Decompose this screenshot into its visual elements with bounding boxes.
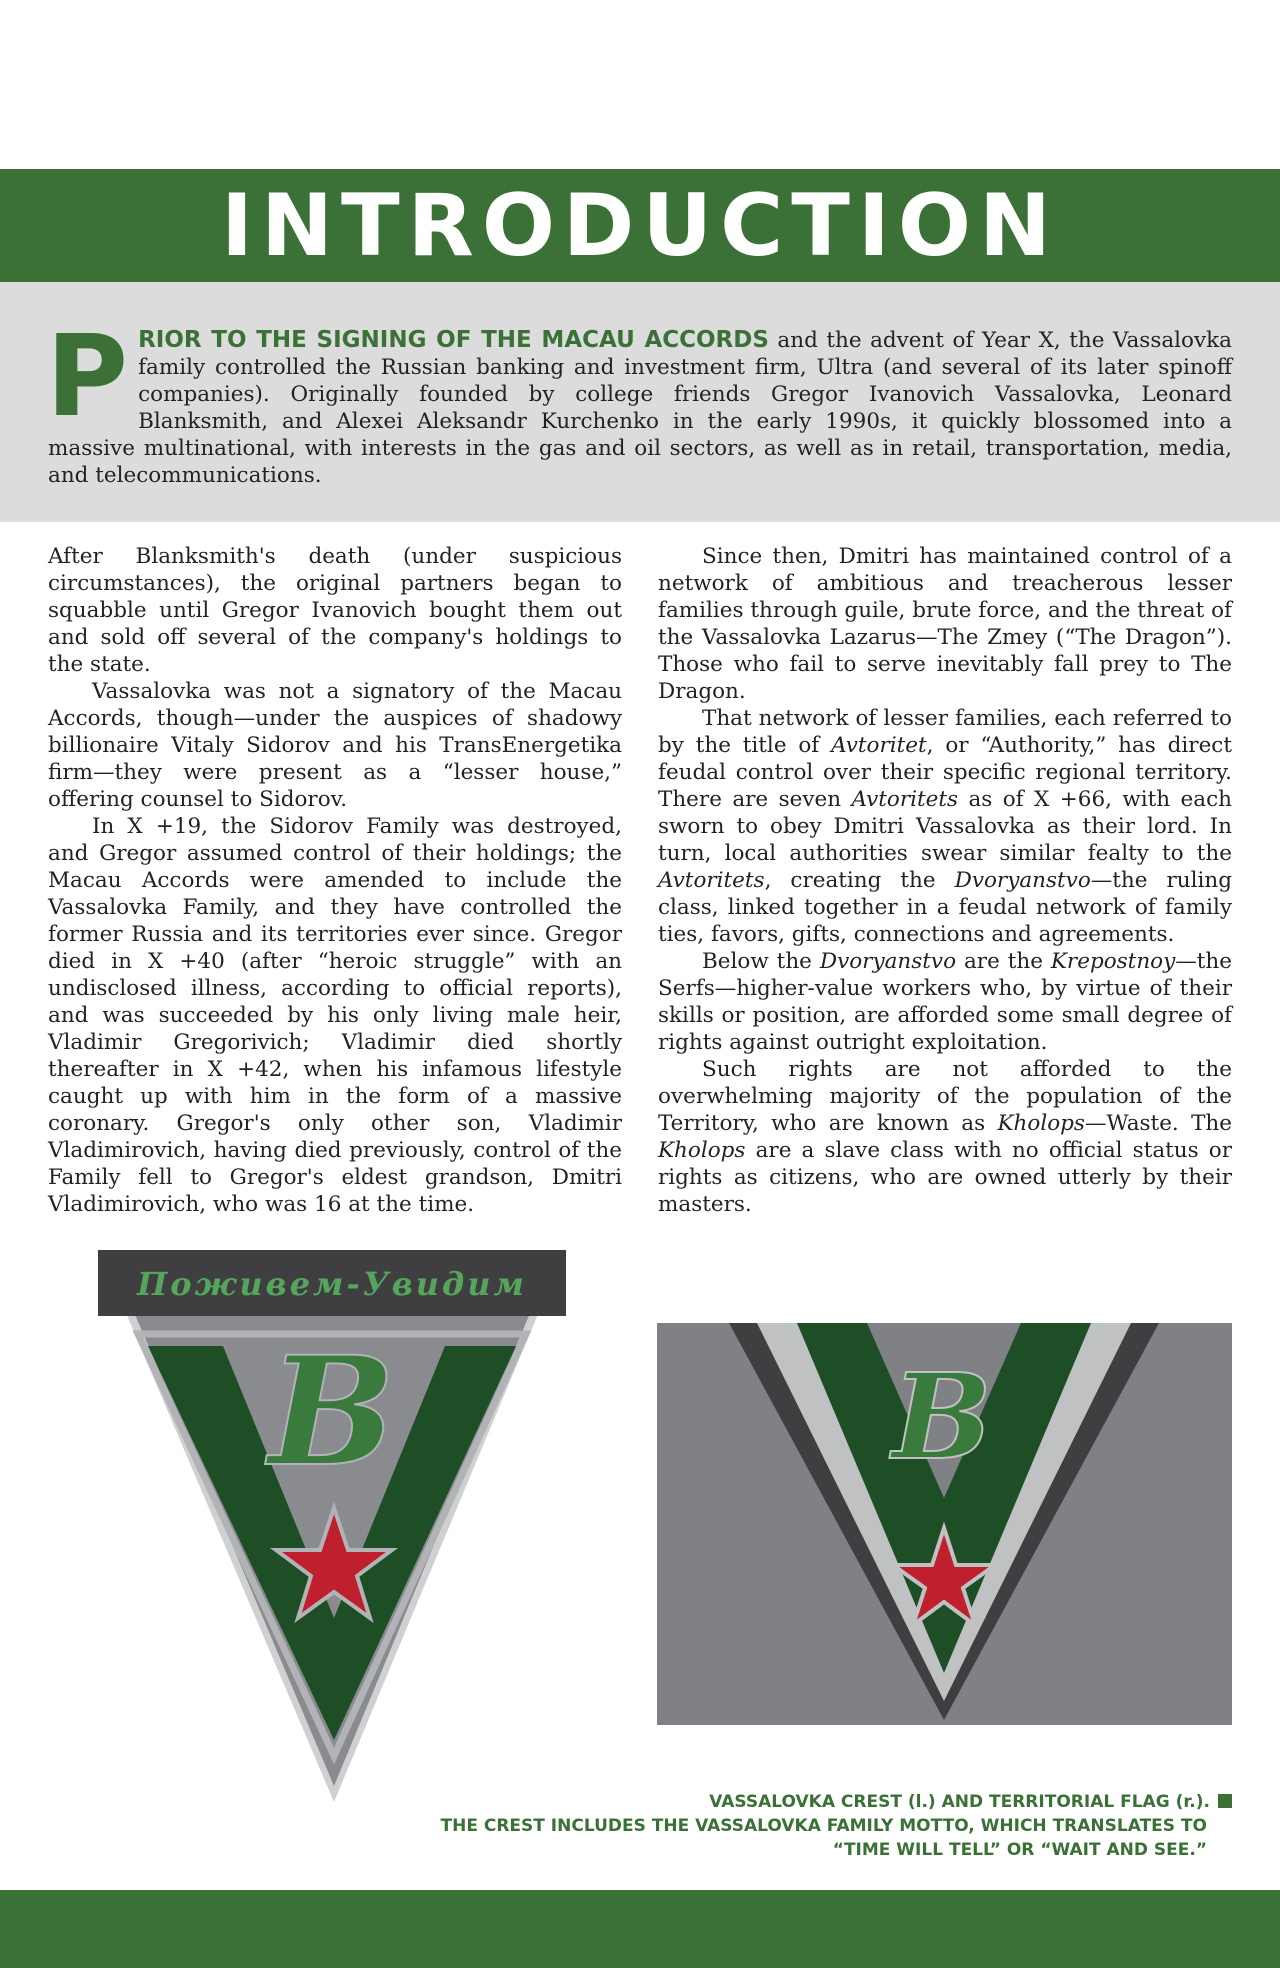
figure-caption — [332, 1790, 1232, 1862]
left-column — [48, 543, 622, 1218]
page-title: INTRODUCTION — [220, 175, 1060, 276]
flag-monogram: В — [892, 1347, 992, 1486]
term: Avtoritets — [851, 787, 959, 812]
term: Avtoritet — [831, 733, 927, 758]
crest-motto: Поживем-Увидим — [137, 1265, 527, 1303]
paragraph: Below the Dvoryanstvo are the Krepostnoy—the Serfs—higher-value workers who, by virtue of their skills or position, are afforded some small degree of rights against outright exploitation. — [658, 949, 1232, 1055]
caption-line: THE CREST INCLUDES THE VASSALOVKA FAMILY MOTTO, WHICH TRANSLATES TO — [440, 1816, 1207, 1836]
territorial-flag-icon — [657, 1323, 1232, 1725]
paragraph: Since then, Dmitri has maintained control of a network of ambitious and treacherous lesser families through guile, brute force, and the threat of the Vassalovka Lazarus—The Zmey (“The Dragon”). Those who fail to serve inevitably fall prey to The Dragon. — [658, 544, 1232, 704]
term: Dvoryanstvo — [954, 868, 1091, 893]
paragraph: After Blanksmith's death (under suspicious circumstances), the original partners began to squabble until Gregor Ivanovich bought them out and sold off several of the company's holdings to the state. — [48, 544, 622, 677]
caption-line: “TIME WILL TELL” OR “WAIT AND SEE.” — [832, 1840, 1207, 1860]
term: Krepostnoy — [1050, 949, 1176, 974]
term: Dvoryanstvo — [819, 949, 957, 974]
paragraph: In X +19, the Sidorov Family was destroyed, and Gregor assumed control of their holdings; the Macau Accords were amended to include the Vassalovka Family, and they have controlled the former Russia and its territories ever since. Gregor died in X +40 (after “heroic struggle” with an undisclosed illness, according to official reports), and was succeeded by his only living male heir, Vladimir Gregorivich; Vladimir died shortly thereafter in X +42, when his infamous lifestyle caught up with him in the form of a massive coronary. Gregor's only other son, Vladimir Vladimirovich, having died previously, control of the Family fell to Gregor's eldest grandson, Dmitri Vladimirovich, who was 16 at the time. — [48, 814, 622, 1217]
square-bullet-icon — [1218, 1794, 1232, 1808]
right-column — [658, 543, 1232, 1218]
caption-line: VASSALOVKA CREST (l.) AND TERRITORIAL FLAG (r.). — [332, 1790, 1232, 1814]
intro-body: and the advent of Year X, the Vassalovka family controlled the Russian banking and investment firm, Ultra (and several of its later spinoff companies). Originally founded by college friends Gregor Ivanovich Vassalovka, Leonard Blanksmith, and Alexei Aleksandr Kurchenko in the early 1990s, it quickly blossomed into a massive multinational, with interests in the gas and oil sectors, as well as in retail, transportation, media, and telecommunications. — [48, 328, 1232, 488]
term: Avtoritets — [658, 868, 765, 893]
intro-box — [0, 282, 1280, 522]
intro-lead: RIOR TO THE SIGNING OF THE MACAU ACCORDS — [138, 327, 769, 353]
drop-cap: P — [46, 312, 129, 442]
crest-monogram: В — [268, 1324, 396, 1500]
term: Kholops — [658, 1138, 746, 1163]
intro-paragraph — [46, 312, 1232, 489]
footer-bar — [0, 1890, 1280, 1968]
paragraph: Vassalovka was not a signatory of the Macau Accords, though—under the auspices of shadowy billionaire Vitaly Sidorov and his TransEnergetika firm—they were present as a “lesser house,” offering counsel to Sidorov. — [48, 679, 622, 812]
term: Kholops — [997, 1111, 1085, 1136]
paragraph: That network of lesser families, each referred to by the title of Avtoritet, or “Authority,” has direct feudal control over their specific regional territory. There are seven Avtoritets as of X +66, with each sworn to obey Dmitri Vassalovka as their lord. In turn, local authorities swear similar fealty to the Avtoritets, creating the Dvoryanstvo—the ruling class, linked together in a feudal network of family ties, favors, gifts, connections and agreements. — [658, 706, 1232, 947]
paragraph: Such rights are not afforded to the overwhelming majority of the population of the Territory, who are known as Kholops—Waste. The Kholops are a slave class with no official status or rights as citizens, who are owned utterly by their masters. — [658, 1057, 1233, 1217]
crest-emblem-icon — [98, 1250, 566, 1805]
title-bar — [0, 169, 1280, 282]
